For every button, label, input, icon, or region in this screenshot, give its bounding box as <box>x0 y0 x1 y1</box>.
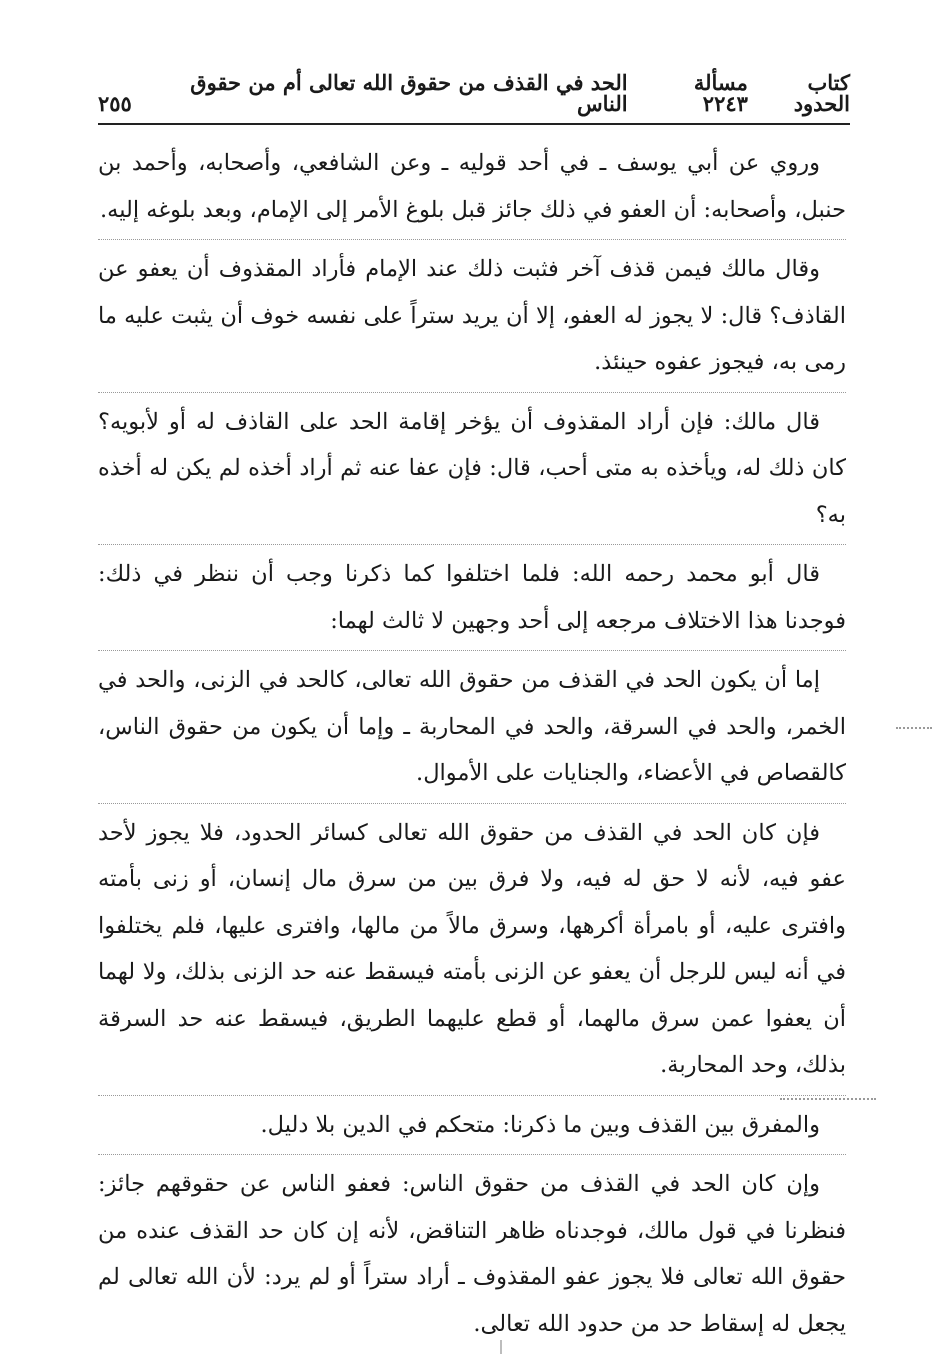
margin-dotted-mark <box>896 727 932 729</box>
issue-topic: الحد في القذف من حقوق الله تعالى أم من حقوق الناس <box>190 70 628 116</box>
paragraph-1: وروي عن أبي يوسف ـ في أحد قوليه ـ وعن الشافعي، وأصحابه، وأحمد بن حنبل، وأصحابه: أن العفو في ذلك جائز قبل بلوغ الأمر إلى الإمام، وبعد بلوغه إليه. <box>98 150 846 223</box>
paragraph-separator <box>98 239 846 240</box>
issue-label: مسألة ٢٢٤٣ <box>693 70 748 116</box>
header-rule <box>98 123 850 125</box>
issue-heading <box>152 72 748 114</box>
paragraph-separator <box>98 392 846 393</box>
paragraph-separator <box>98 650 846 651</box>
paragraph-3: قال مالك: فإن أراد المقذوف أن يؤخر إقامة الحد على القاذف له أو لأبويه؟ كان ذلك له، ويأخذه به متى أحب، قال: فإن عفا عنه ثم أراد أخذه لم يكن له أخذه به؟ <box>98 408 846 528</box>
scan-mark <box>500 1340 502 1354</box>
paragraph-8: وإن كان الحد في القذف من حقوق الناس: فعفو الناس عن حقوقهم جائز: فنظرنا في قول مالك، فوجدناه ظاهر التناقض، لأنه إن كان حد القذف عنده من حقوق الله تعالى فلا يجوز عفو المقذوف ـ أراد ستراً أو لم يرد: لأن الله تعالى لم يجعل له إسقاط حد من حدود الله تعالى. <box>98 1171 846 1337</box>
paragraph-separator <box>98 1154 846 1155</box>
paragraph-separator <box>98 544 846 545</box>
body-text <box>98 140 846 1347</box>
paragraph-2: وقال مالك فيمن قذف آخر فثبت ذلك عند الإمام فأراد المقذوف أن يعفو عن القاذف؟ قال: لا يجوز له العفو، إلا أن يريد ستراً على نفسه خوف أن يثبت عليه ما رمى به، فيجوز عفوه حينئذ. <box>98 256 846 375</box>
margin-dotted-mark <box>780 1098 876 1100</box>
paragraph-5: إما أن يكون الحد في القذف من حقوق الله تعالى، كالحد في الزنى، والحد في الخمر، والحد في السرقة، والحد في المحاربة ـ وإما أن يكون من حقوق الناس، كالقصاص في الأعضاء، والجنايات على الأموال. <box>98 667 846 786</box>
paragraph-4: قال أبو محمد رحمه الله: فلما اختلفوا كما ذكرنا وجب أن ننظر في ذلك: فوجدنا هذا الاختلاف مرجعه إلى أحد وجهين لا ثالث لهما: <box>98 561 846 634</box>
book-title: كتاب الحدود <box>793 70 850 116</box>
page-number: ٢٥٥ <box>98 91 132 116</box>
running-header <box>98 70 850 116</box>
paragraph-separator <box>98 1095 846 1096</box>
paragraph-7: والمفرق بين القذف وبين ما ذكرنا: متحكم في الدين بلا دليل. <box>260 1111 820 1138</box>
paragraph-6: فإن كان الحد في القذف من حقوق الله تعالى كسائر الحدود، فلا يجوز لأحد عفو فيه، لأنه لا حق له فيه، ولا فرق بين من سرق مال إنسان، أو زنى بأمته وافترى عليه، أو بامرأة أكرهها، وسرق مالاً من مالها، وافترى عليها، فلم يختلفوا في أنه ليس للرجل أن يعفو عن الزنى بأمته فيسقط عنه حد الزنى بذلك، ولا لهما أن يعفوا عمن سرق مالهما، أو قطع عليهما الطريق، فيسقط عنه حد السرقة بذلك، وحد المحاربة. <box>98 819 846 1078</box>
paragraph-separator <box>98 803 846 804</box>
